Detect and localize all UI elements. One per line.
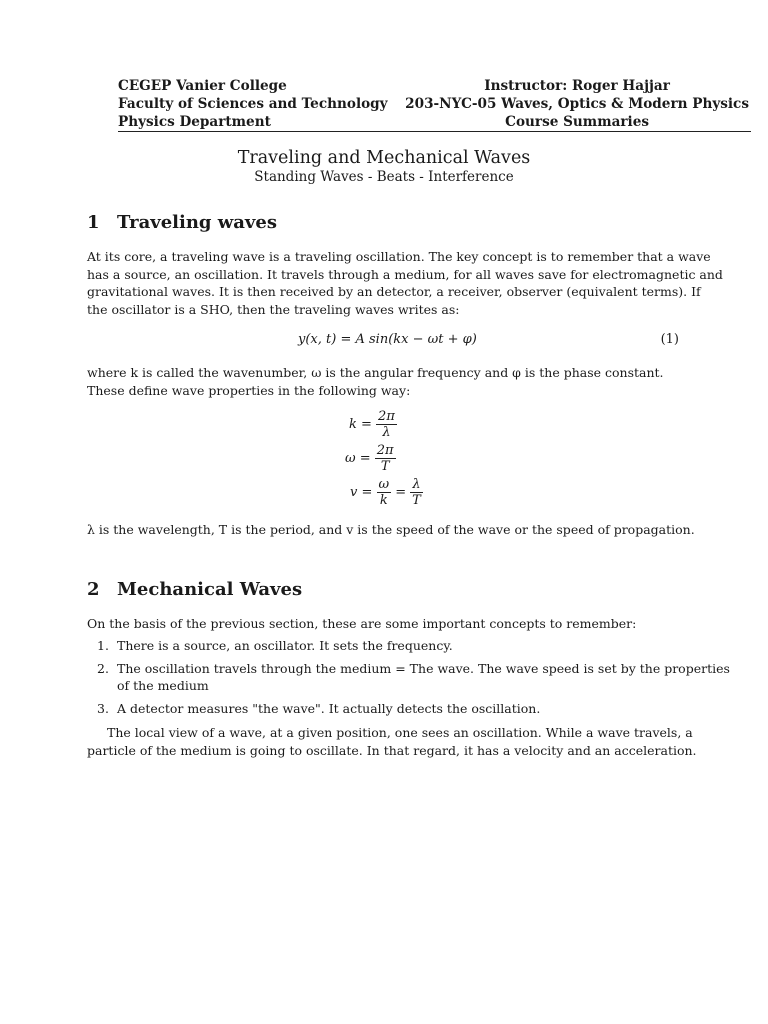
section-1-intro (87, 248, 723, 318)
section-1-title: Traveling waves (117, 212, 277, 233)
fraction (376, 409, 397, 440)
fraction (375, 443, 396, 474)
list-item-text: of the medium (117, 678, 209, 694)
def-angular-frequency (345, 443, 396, 474)
text-line: the oscillator is a SHO, then the traveling waves writes as: (87, 301, 460, 317)
section-2-closing (87, 724, 697, 759)
header-course (405, 77, 749, 131)
list-item-number: 2. (97, 660, 109, 676)
header-instructor: Instructor: Roger Hajjar (484, 78, 670, 94)
fraction-denominator: T (380, 459, 390, 474)
text-line: These define wave properties in the following way: (87, 382, 411, 398)
equation-number: (1) (660, 332, 679, 347)
text-line: The local view of a wave, at a given position, one sees an oscillation. While a wave travels, a (107, 725, 693, 740)
text-line: has a source, an oscillation. It travels through a medium, for all waves save for electromagnetic and (87, 266, 723, 282)
document-subtitle: Standing Waves - Beats - Interference (254, 169, 514, 185)
list-item (97, 637, 682, 655)
def-w-lhs: ω = (345, 451, 371, 466)
text-line: At its core, a traveling wave is a traveling oscillation. The key concept is to remember that a wave (87, 249, 711, 264)
fraction-numerator: 2π (376, 443, 394, 458)
list-item-number: 1. (97, 638, 109, 653)
list-item-number: 3. (97, 700, 109, 716)
wave-equation: y(x, t) = A sin(kx − ωt + φ) (298, 332, 477, 347)
list-item-text: A detector measures "the wave". It actually detects the oscillation. (117, 700, 541, 716)
header-course-code: 203-NYC-05 Waves, Optics & Modern Physics (405, 96, 749, 112)
fraction-numerator: λ (412, 477, 421, 492)
fraction-numerator: 2π (378, 409, 395, 424)
text-line: gravitational waves. It is then received by an detector, a receiver, observer (equivalent terms). If (87, 284, 701, 300)
fraction-numerator: ω (378, 477, 390, 492)
list-item-text: The oscillation travels through the medium = The wave. The wave speed is set by the properties (117, 660, 730, 676)
text-line: On the basis of the previous section, these are some important concepts to remember: (87, 616, 637, 631)
fraction-denominator: T (412, 493, 421, 508)
fraction (377, 477, 392, 508)
fraction (410, 477, 422, 508)
section-1-heading (87, 212, 277, 233)
equals-sign: = (395, 485, 407, 500)
section-1-closing (87, 521, 695, 539)
header-faculty: Faculty of Sciences and Technology (118, 96, 388, 112)
header-rule (118, 131, 751, 132)
header-doc-type: Course Summaries (505, 114, 650, 130)
fraction-denominator: k (379, 493, 388, 508)
document-title: Traveling and Mechanical Waves (237, 148, 531, 168)
section-2-title: Mechanical Waves (117, 579, 303, 600)
section-2-number: 2 (87, 579, 100, 600)
list-item (97, 700, 682, 718)
def-k-lhs: k = (349, 417, 372, 432)
fraction-denominator: λ (382, 425, 391, 440)
section-1-definitions-text (87, 364, 679, 399)
list-item-text: There is a source, an oscillator. It sets the frequency. (117, 638, 453, 653)
section-1-number: 1 (87, 212, 100, 233)
header-department: Physics Department (118, 114, 271, 130)
section-2-intro (87, 615, 679, 633)
text-line: particle of the medium is going to oscillate. In that regard, it has a velocity and an acceleration. (87, 742, 697, 758)
def-v-lhs: v = (350, 485, 373, 500)
def-wavenumber (349, 409, 397, 440)
text-line: λ is the wavelength, T is the period, and v is the speed of the wave or the speed of propagation. (87, 522, 695, 537)
concepts-list (97, 637, 730, 717)
list-item (97, 660, 730, 695)
header-institution (118, 77, 388, 131)
section-2-heading (87, 579, 302, 600)
text-line: where k is called the wavenumber, ω is the angular frequency and φ is the phase constant. (87, 365, 664, 380)
header-college: CEGEP Vanier College (118, 78, 287, 94)
def-wave-speed (350, 477, 423, 508)
